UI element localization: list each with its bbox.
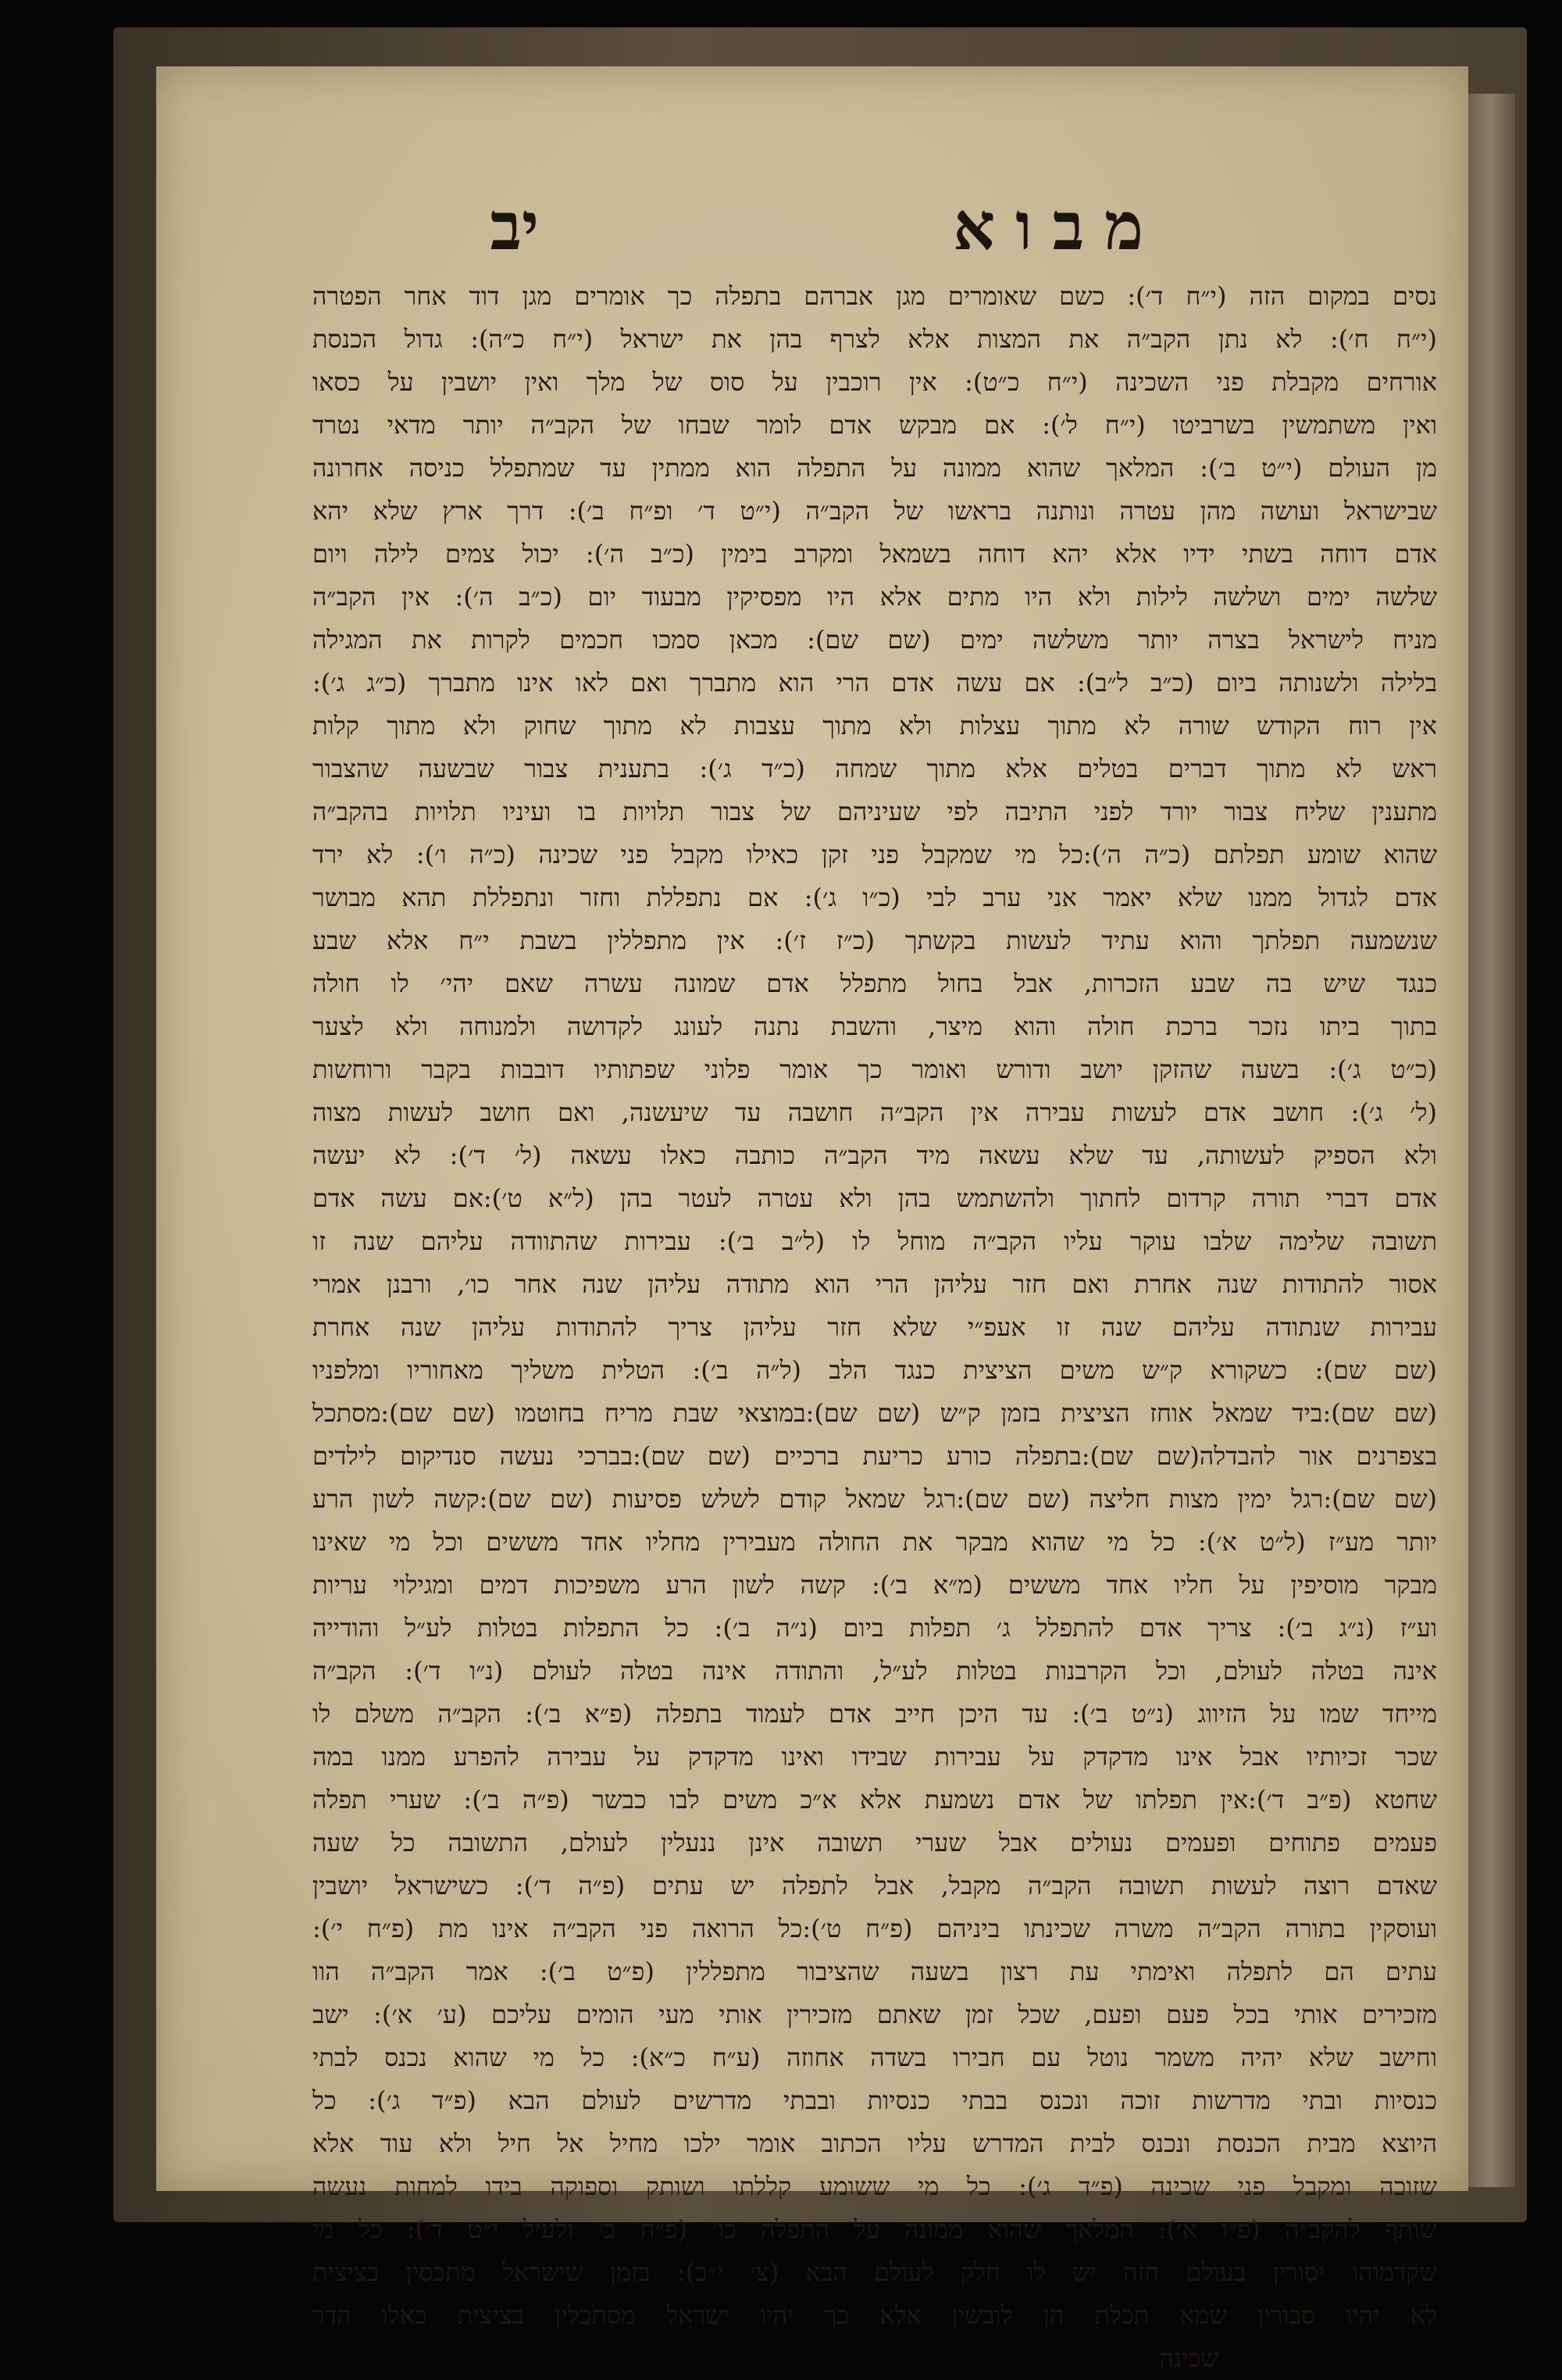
page-edges — [1468, 94, 1515, 2187]
text-line: כנגד שיש בה שבע הזכרות, אבל בחול מתפלל אדם שמונה עשרה שאם יהי׳ לו חולה — [312, 969, 1437, 998]
text-line: שזוכה ומקבל פני שכינה (פ״ד ג׳): כל מי ששומע קללתו ושותק וספוקה בידו למחות נעשה — [312, 2171, 1437, 2201]
page-title: מבוא — [953, 187, 1164, 265]
text-line: אין רוח הקודש שורה לא מתוך עצלות ולא מתוך עצבות לא מתוך שחוק ולא מתוך קלות — [312, 711, 1437, 740]
text-line: אסור להתודות שנה אחרת ואם חזר עליהן הרי הוא מתודה עליהן שנה אחר כו׳, ורבנן אמרי — [312, 1269, 1437, 1299]
text-line: מן העולם (י״ט ב׳): המלאך שהוא ממונה על התפלה הוא ממתין עד שמתפלל כניסה אחרונה — [312, 453, 1437, 483]
text-line: (שם שם): כשקורא ק״ש משים הציצית כנגד הלב (ל״ה ב׳): הטלית משליך מאחוריו ומלפניו — [312, 1355, 1437, 1385]
body-text — [312, 275, 1437, 2380]
text-line: פעמים פתוחים ופעמים נעולים אבל שערי תשובה אינן ננעלין לעולם, התשובה כל שעה — [312, 1828, 1437, 1857]
text-line: בתוך ביתו נזכר ברכת חולה והוא מיצר, והשבת נתנה לעונג לקדושה ולמנוחה ולא לצער — [312, 1012, 1437, 1041]
text-line: שלשה ימים ושלשה לילות ולא היו מתים אלא היו מפסיקין מבעוד יום (כ״ב ה׳): אין הקב״ה — [312, 582, 1437, 612]
text-line: שאדם רוצה לעשות תשובה הקב״ה מקבל, אבל לתפלה יש עתים (פ״ה ד׳): כשישראל יושבין — [312, 1871, 1437, 1900]
text-line: נסים במקום הזה (י״ח ד׳): כשם שאומרים מגן אברהם בתפלה כך אומרים מגן דוד אחר הפטרה — [312, 281, 1437, 311]
text-line: וחישב שלא יהיה משמר נוטל עם חבירו בשדה אחוזה (ע״ח כ״א): כל מי שהוא נכנס לבתי — [312, 2043, 1437, 2072]
text-line: (שם שם):רגל ימין מצות חליצה (שם שם):רגל שמאל קודם לשלש פסיעות (שם שם):קשה לשון הרע — [312, 1484, 1437, 1514]
text-line: ראש לא מתוך דברים בטלים אלא מתוך שמחה (כ״ד ג׳): בתענית צבור שבשעה שהצבור — [312, 754, 1437, 783]
text-line: מבקר מוסיפין על חליו אחד מששים (מ״א ב׳): קשה לשון הרע משפיכות דמים ומגילוי עריות — [312, 1570, 1437, 1600]
text-line: היוצא מבית הכנסת ונכנס לבית המדרש עליו הכתוב אומר ילכו מחיל אל חיל ולא עוד אלא — [312, 2128, 1437, 2158]
text-line: ועוסקין בתורה הקב״ה משרה שכינתו ביניהם (פ״ח ט׳):כל הרואה פני הקב״ה אינו מת (פ״ח י׳): — [312, 1914, 1437, 1943]
text-line: אדם דוחה בשתי ידיו אלא יהא דוחה בשמאל ומקרב בימין (כ״ב ה׳): יכול צמים לילה ויום — [312, 539, 1437, 569]
text-line: שקדמוהו יסורין בעולם הזה יש לו חלק לעולם הבא (צ׳ י״ב): בזמן שישראל מתכסין בציצית — [312, 2257, 1437, 2287]
text-line: שכינה — [1159, 2343, 1218, 2373]
text-line: שהוא שומע תפלתם (כ״ה ה׳):כל מי שמקבל פני זקן כאילו מקבל פני שכינה (כ״ה ו׳): לא ירד — [312, 840, 1437, 869]
text-line: מייחד שמו על הזיווג (נ״ט ב׳): עד היכן חייב אדם לעמוד בתפלה (פ״א ב׳): הקב״ה משלם לו — [312, 1699, 1437, 1729]
text-line: עתים הם לתפלה ואימתי עת רצון בשעה שהציבור מתפללין (פ״ט ב׳): אמר הקב״ה הוו — [312, 1957, 1437, 1986]
text-line: כנסיות ובתי מדרשות זוכה ונכנס בבתי כנסיות ובבתי מדרשים לעולם הבא (פ״ד ג׳): כל — [312, 2086, 1437, 2115]
text-line: וע״ז (נ״ג ב׳): צריך אדם להתפלל ג׳ תפלות ביום (נ״ה ב׳): כל התפלות בטלות לע״ל והודייה — [312, 1613, 1437, 1643]
text-line: (ל׳ ג׳): חושב אדם לעשות עבירה אין הקב״ה חושבה עד שיעשנה, ואם חושב לעשות מצוה — [312, 1097, 1437, 1127]
text-line: עבירות שנתודה עליהם שנה זו אעפ״י שלא חזר עליהן צריך להתודות עליהן שנה אחרת — [312, 1312, 1437, 1342]
text-line: בצפרנים אור להבדלה(שם שם):בתפלה כורע כריעת ברכיים (שם שם):בברכי נעשה סנדיקום לילדים — [312, 1441, 1437, 1471]
page-number: יב — [490, 187, 539, 265]
text-line: ואין משתמשין בשרביטו (י״ח ל׳): אם מבקש אדם לומר שבחו של הקב״ה יותר מדאי נטרד — [312, 410, 1437, 440]
text-line: שותף להקב״ה (פ״ו א׳): המלאך שהוא ממונה על התפלה כו׳ (פ״ח ב׳ ולעיל י״ט ד׳): כל מי — [312, 2214, 1437, 2244]
text-line: אורחים מקבלת פני השכינה (י״ח כ״ט): אין רוכבין על סוס של מלך ואין יושבין על כסאו — [312, 367, 1437, 397]
text-line: שחטא (פ״ב ד׳):אין תפלתו של אדם נשמעת אלא א״כ משים לבו כבשר (פ״ה ב׳): שערי תפלה — [312, 1785, 1437, 1814]
text-line: ולא הספיק לעשותה, עד שלא עשאה מיד הקב״ה כותבה כאלו עשאה (ל׳ ד׳): לא יעשה — [312, 1140, 1437, 1170]
text-line: מתענין שליח צבור יורד לפני התיבה לפי שעיניהם של צבור תלויות בו ועיניו תלויות בהקב״ה — [312, 797, 1437, 826]
text-line: שכר זכיותיו אבל אינו מדקדק על עבירות שבידו ואינו מדקדק על עבירה להפרע ממנו במה — [312, 1742, 1437, 1772]
text-line: אדם לגדול ממנו שלא יאמר אני ערב לבי (כ״ו ג׳): אם נתפללת וחזר ונתפללת תהא מבושר — [312, 883, 1437, 912]
text-line: (כ״ט ג׳): בשעה שהזקן יושב ודורש ואומר כך אומר פלוני שפתותיו דובבות בקבר ורוחשות — [312, 1054, 1437, 1084]
text-line: (שם שם):ביד שמאל אוחז הציצית בזמן ק״ש (שם שם):במוצאי שבת מריח בחוטמו (שם שם):מסתכל — [312, 1398, 1437, 1428]
text-line: מזכירים אותי בכל פעם ופעם, שכל זמן שאתם מזכירין אותי מעי הומים עליכם (ע׳ א׳): ישב — [312, 2000, 1437, 2029]
text-line: יותר מע״ז (ל״ט א׳): כל מי שהוא מבקר את החולה מעבירין מחליו אחד מששים וכל מי שאינו — [312, 1527, 1437, 1557]
text-line: תשובה שלימה שלבו עוקר עליו הקב״ה מוחל לו (ל״ב ב׳): עבירות שהתוודה עליהם שנה זו — [312, 1226, 1437, 1256]
text-line: מניח לישראל בצרה יותר משלשה ימים (שם שם): מכאן סמכו חכמים לקרות את המגילה — [312, 625, 1437, 655]
text-line: שנשמעה תפלתך והוא עתיד לעשות בקשתך (כ״ז ז׳): אין מתפללין בשבת י״ח אלא שבע — [312, 926, 1437, 955]
text-line: אינה בטלה לעולם, וכל הקרבנות בטלות לע״ל, והתודה אינה בטלה לעולם (נ״ו ד׳): הקב״ה — [312, 1656, 1437, 1686]
text-line: שבישראל ועושה מהן עטרה ונותנה בראשו של הקב״ה (י״ט ד׳ ופ״ח ב׳): דרך ארץ שלא יהא — [312, 496, 1437, 526]
text-line: (י״ח ח׳): לא נתן הקב״ה את המצות אלא לצרף בהן את ישראל (י״ח כ״ה): גדול הכנסת — [312, 324, 1437, 354]
text-line: בלילה ולשנותה ביום (כ״ב ל״ב): אם עשה אדם הרי הוא מתברך ואם לאו אינו מתברך (כ״ג ג׳): — [312, 668, 1437, 698]
page-header — [328, 187, 1421, 266]
text-line: אדם דברי תורה קרדום לחתוך ולהשתמש בהן ולא עטרה לעטר בהן (ל״א ט׳):אם עשה אדם — [312, 1183, 1437, 1213]
text-line: לא יהיו סבורין שמא תכלת הן לובשין אלא כך יהיו ישראל מסתכלין בציצית כאלו הדר — [312, 2300, 1437, 2330]
